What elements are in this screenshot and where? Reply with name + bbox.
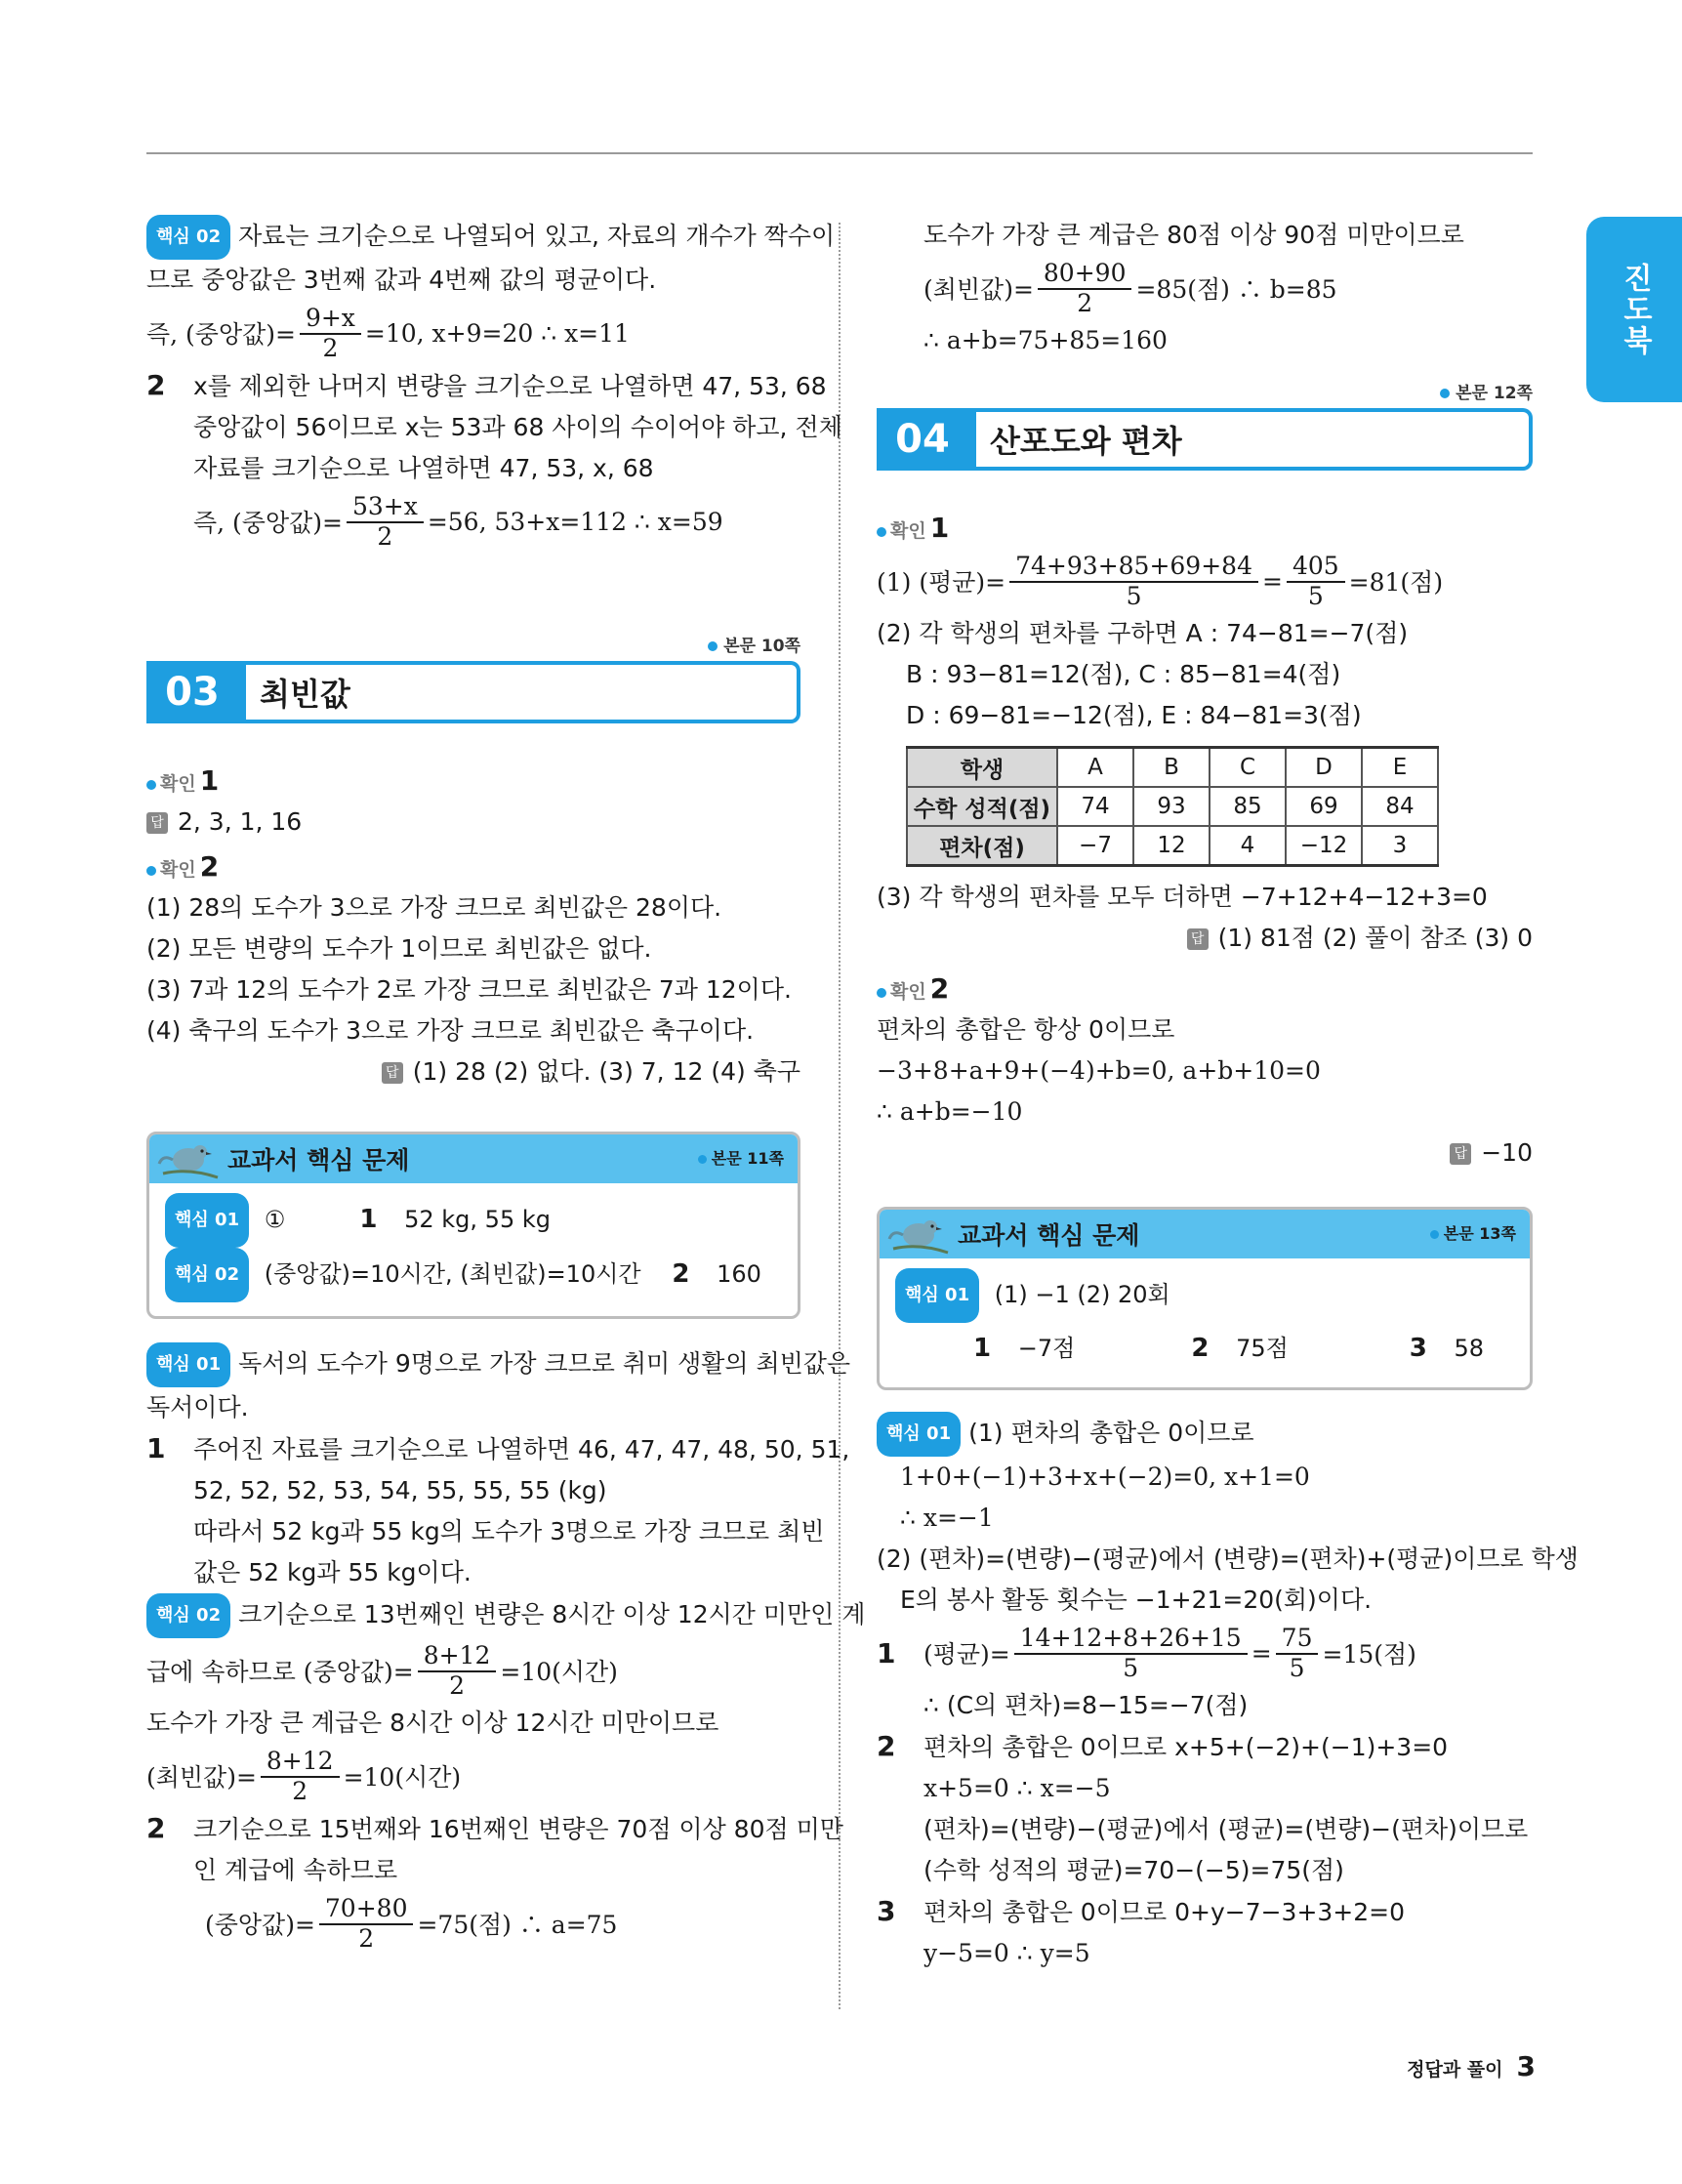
numerator: 8+12 xyxy=(418,1641,497,1672)
bullet-icon xyxy=(877,527,886,537)
check-number: 2 xyxy=(929,972,950,1005)
text: x를 제외한 나머지 변량을 크기순으로 나열하면 47, 53, 68 xyxy=(193,372,827,400)
section-number: 03 xyxy=(146,661,238,723)
core02-line1 xyxy=(146,215,836,260)
ref-text: 본문 12쪽 xyxy=(1456,384,1533,403)
text: 편차의 총합은 0이므로 0+y−7−3+3+2=0 xyxy=(923,1898,1406,1926)
table-cell: A xyxy=(1057,748,1133,788)
table-cell: 수학 성적(점) xyxy=(907,787,1057,826)
section3-ref xyxy=(146,632,800,661)
check1-heading xyxy=(877,504,1533,549)
eq-post: =10(시간) xyxy=(500,1658,618,1686)
check1-line2: (2) 각 학생의 편차를 구하면 A : 74−81=−7(점) xyxy=(877,619,1409,647)
bullet-icon xyxy=(877,988,886,998)
sol2-line2: 인 계급에 속하므로 xyxy=(193,1856,398,1884)
denominator: 5 xyxy=(1289,1654,1305,1682)
table-cell: 84 xyxy=(1362,787,1438,826)
deviation-table xyxy=(906,746,1439,867)
bullet-icon xyxy=(1440,389,1450,398)
problem-number: 2 xyxy=(146,1812,166,1844)
eq-pre: (최빈값)= xyxy=(923,275,1034,304)
eq-pre: (중앙값)= xyxy=(205,1911,315,1939)
fraction xyxy=(418,1641,497,1700)
sol1-equation xyxy=(877,1621,1533,1685)
eq-pre: (최빈값)= xyxy=(146,1763,257,1792)
core-box-body xyxy=(149,1183,798,1316)
core-badge: 핵심 02 xyxy=(146,215,230,260)
q2-line3: 자료를 크기순으로 나열하면 47, 53, x, 68 xyxy=(193,454,654,482)
core-answer: 52 kg, 55 kg xyxy=(404,1206,551,1233)
denominator: 2 xyxy=(322,334,339,362)
sol02-line3: 도수가 가장 큰 계급은 8시간 이상 12시간 미만이므로 xyxy=(146,1709,719,1737)
check2-line2: −3+8+a+9+(−4)+b=0, a+b+10=0 xyxy=(877,1056,1321,1085)
bullet-icon xyxy=(146,866,156,876)
section-number: 04 xyxy=(877,408,968,471)
title-part: 핵심 문제 xyxy=(307,1146,410,1174)
answer-icon: 답 xyxy=(1187,928,1209,950)
core-box-ref xyxy=(1430,1221,1516,1244)
denominator: 2 xyxy=(1077,289,1093,317)
numerator: 74+93+85+69+84 xyxy=(1009,552,1258,583)
numerator: 405 xyxy=(1287,552,1345,583)
page-number: 3 xyxy=(1516,2050,1536,2082)
check-number: 1 xyxy=(199,764,220,797)
core-answer: (중앙값)=10시간, (최빈값)=10시간 xyxy=(264,1260,641,1288)
sol01-line3: ∴ x=−1 xyxy=(900,1504,994,1532)
core-box-body xyxy=(880,1258,1530,1387)
sol01-line1 xyxy=(146,1342,851,1387)
sol1-line2: ∴ (C의 편차)=8−15=−7(점) xyxy=(923,1691,1249,1719)
left-column xyxy=(146,215,866,1956)
answer-icon: 답 xyxy=(1450,1143,1471,1165)
table-cell: −7 xyxy=(1057,826,1133,866)
check2-heading xyxy=(146,843,800,887)
fraction xyxy=(300,304,361,362)
table-row xyxy=(907,748,1438,788)
core-box-title xyxy=(227,1141,409,1176)
core-answer: 58 xyxy=(1454,1335,1485,1362)
sol02-equation2 xyxy=(146,1744,800,1808)
table-cell: 85 xyxy=(1210,787,1286,826)
denominator: 2 xyxy=(377,522,393,551)
text: 크기순으로 13번째인 변량은 8시간 이상 12시간 미만인 계 xyxy=(238,1600,866,1628)
check-number: 2 xyxy=(199,850,220,883)
table-cell: D xyxy=(1286,748,1362,788)
column-divider xyxy=(839,223,841,2009)
core-badge: 핵심 02 xyxy=(146,1593,230,1638)
text: (1) 편차의 총합은 0이므로 xyxy=(968,1419,1254,1447)
bullet-icon xyxy=(1430,1230,1439,1239)
ref-text: 본문 11쪽 xyxy=(711,1149,784,1168)
fraction xyxy=(1287,552,1345,610)
problem-number: 2 xyxy=(1191,1334,1210,1363)
problem-number: 2 xyxy=(877,1730,896,1762)
eq-post: =10(시간) xyxy=(343,1763,462,1792)
problem-number: 3 xyxy=(877,1895,896,1927)
answer-text: 2, 3, 1, 16 xyxy=(178,807,303,836)
check2-line2: (2) 모든 변량의 도수가 1이므로 최빈값은 없다. xyxy=(146,934,652,963)
core-box-title xyxy=(958,1216,1139,1252)
denominator: 5 xyxy=(1123,1654,1139,1682)
sol2-line2: x+5=0 ∴ x=−5 xyxy=(923,1774,1111,1802)
sol2-line1 xyxy=(146,1808,843,1850)
core-badge: 핵심 01 xyxy=(146,1342,230,1387)
table-cell: 93 xyxy=(1133,787,1210,826)
core-badge: 핵심 01 xyxy=(877,1412,961,1457)
core02-line2: 므로 중앙값은 3번째 값과 4번째 값의 평균이다. xyxy=(146,266,657,294)
numerator: 9+x xyxy=(300,304,361,335)
sol01-line4: (2) (편차)=(변량)−(평균)에서 (변량)=(편차)+(평균)이므로 학생 xyxy=(877,1545,1579,1573)
check1-answer xyxy=(146,802,800,843)
section-title: 최빈값 xyxy=(238,661,800,723)
sol2-line4: (수학 성적의 평균)=70−(−5)=75(점) xyxy=(923,1856,1344,1884)
top-line1: 도수가 가장 큰 계급은 80점 이상 90점 미만이므로 xyxy=(923,221,1464,249)
denominator: 2 xyxy=(449,1671,465,1700)
table-cell: C xyxy=(1210,748,1286,788)
denominator: 5 xyxy=(1126,582,1142,610)
title-part: 핵심 문제 xyxy=(1037,1221,1140,1250)
text: 크기순으로 15번째와 16번째인 변량은 70점 이상 80점 미만 xyxy=(193,1815,843,1843)
denominator: 2 xyxy=(358,1924,375,1953)
bullet-icon xyxy=(698,1155,707,1164)
section-title: 산포도와 편차 xyxy=(968,408,1533,471)
top-rule xyxy=(146,152,1533,154)
section3-header xyxy=(146,661,800,723)
core-problems-box xyxy=(146,1132,800,1319)
table-cell: 3 xyxy=(1362,826,1438,866)
numerator: 53+x xyxy=(347,492,424,523)
sol1-line1 xyxy=(146,1428,850,1470)
answer-icon: 답 xyxy=(146,812,168,834)
text: 자료는 크기순으로 나열되어 있고, 자료의 개수가 짝수이 xyxy=(238,222,836,250)
right-column xyxy=(877,215,1579,1974)
check-number: 1 xyxy=(929,512,950,544)
fraction xyxy=(261,1747,340,1805)
side-tab[interactable] xyxy=(1586,217,1682,402)
ref-text: 본문 13쪽 xyxy=(1443,1224,1516,1243)
answer-text: (1) 81점 (2) 풀이 참조 (3) 0 xyxy=(1217,924,1533,952)
sol2-equation xyxy=(146,1891,800,1956)
eq-post: =81(점) xyxy=(1348,568,1444,597)
fraction xyxy=(1276,1624,1319,1682)
problem-number: 1 xyxy=(877,1636,896,1669)
sol02-equation1 xyxy=(146,1638,800,1703)
sol2-line3: (편차)=(변량)−(평균)에서 (평균)=(변량)−(편차)이므로 xyxy=(923,1815,1529,1843)
table-cell: 편차(점) xyxy=(907,826,1057,866)
sol3-line1 xyxy=(877,1891,1533,1933)
problem-number: 1 xyxy=(359,1205,378,1234)
check-label: 확인 xyxy=(890,520,926,542)
sol1-line4: 값은 52 kg과 55 kg이다. xyxy=(193,1558,472,1586)
title-part: 교과서 xyxy=(227,1146,308,1174)
table-row xyxy=(907,787,1438,826)
fraction xyxy=(1038,259,1132,317)
table-cell: E xyxy=(1362,748,1438,788)
check1-equation xyxy=(877,549,1533,613)
problem-number: 3 xyxy=(1409,1334,1427,1363)
bullet-icon xyxy=(146,780,156,790)
table-cell: −12 xyxy=(1286,826,1362,866)
sol01-line2: 1+0+(−1)+3+x+(−2)=0, x+1=0 xyxy=(900,1463,1310,1491)
text: 주어진 자료를 크기순으로 나열하면 46, 47, 47, 48, 50, 51, xyxy=(193,1435,850,1463)
denominator: 5 xyxy=(1307,582,1324,610)
ref-text: 본문 10쪽 xyxy=(723,637,800,656)
q2-line2: 중앙값이 56이므로 x는 53과 68 사이의 수이어야 하고, 전체 xyxy=(193,413,842,441)
problem-number: 1 xyxy=(973,1334,992,1363)
sol01-line2: 독서이다. xyxy=(146,1393,249,1422)
eq-pre: 즉, (중앙값)= xyxy=(193,509,343,537)
sol02-line1 xyxy=(146,1593,866,1638)
check2-line3: ∴ a+b=−10 xyxy=(877,1097,1023,1126)
eq-pre: (1) (평균)= xyxy=(877,568,1006,597)
check-label: 확인 xyxy=(160,773,196,795)
eq-post: =10, x+9=20 ∴ x=11 xyxy=(364,318,630,348)
check2-line4: (4) 축구의 도수가 3으로 가장 크므로 최빈값은 축구이다. xyxy=(146,1016,755,1045)
text: 편차의 총합은 0이므로 x+5+(−2)+(−1)+3=0 xyxy=(923,1733,1449,1761)
eq-post: =75(점) ∴ a=75 xyxy=(417,1911,618,1939)
core-answer: 75점 xyxy=(1236,1335,1289,1362)
table-cell: 69 xyxy=(1286,787,1362,826)
check2-heading xyxy=(877,965,1533,1010)
footer-label: 정답과 풀이 xyxy=(1407,2059,1503,2081)
core-answer: 160 xyxy=(717,1260,761,1288)
check-label: 확인 xyxy=(160,859,196,881)
sol01-line1 xyxy=(877,1412,1533,1457)
core-badge: 핵심 01 xyxy=(165,1193,249,1248)
core-problems-box xyxy=(877,1207,1533,1390)
problem-number: 2 xyxy=(672,1259,690,1289)
q2-line1 xyxy=(146,365,827,407)
table-cell: 4 xyxy=(1210,826,1286,866)
top-equation xyxy=(877,256,1533,320)
check-label: 확인 xyxy=(890,981,926,1003)
section4-ref xyxy=(877,379,1533,408)
fraction xyxy=(1014,1624,1248,1682)
core-box-header xyxy=(149,1134,798,1183)
numerator: 75 xyxy=(1276,1624,1319,1655)
bird-icon xyxy=(149,1134,227,1183)
core02-equation xyxy=(146,301,800,365)
eq-pre: 즉, (중앙값)= xyxy=(146,320,296,349)
fraction xyxy=(319,1894,414,1953)
table-row xyxy=(907,826,1438,866)
numerator: 14+12+8+26+15 xyxy=(1014,1624,1248,1655)
sol1-line2: 52, 52, 52, 53, 54, 55, 55, 55 (kg) xyxy=(193,1476,607,1504)
title-part: 교과서 xyxy=(958,1221,1038,1250)
bird-icon xyxy=(880,1210,958,1258)
check2-line3: (3) 7과 12의 도수가 2로 가장 크므로 최빈값은 7과 12이다. xyxy=(146,975,792,1004)
problem-number: 1 xyxy=(146,1432,166,1464)
eq-pre: (평균)= xyxy=(923,1640,1010,1669)
check2-line1: 편차의 총합은 항상 0이므로 xyxy=(877,1015,1175,1044)
check2-line1: (1) 28의 도수가 3으로 가장 크므로 최빈값은 28이다. xyxy=(146,893,722,922)
eq-mid: = xyxy=(1261,566,1283,596)
side-tab-label: 진도북 xyxy=(1618,263,1652,356)
core-row-1 xyxy=(895,1268,1514,1323)
problem-number: 2 xyxy=(146,369,166,401)
check2-answer xyxy=(146,1051,800,1092)
core-box-ref xyxy=(698,1146,784,1169)
fraction xyxy=(347,492,424,551)
check1-line5: (3) 각 학생의 편차를 모두 더하면 −7+12+4−12+3=0 xyxy=(877,883,1488,911)
section4-header xyxy=(877,408,1533,471)
check1-line4: D : 69−81=−12(점), E : 84−81=3(점) xyxy=(906,701,1362,729)
core-answer: ① xyxy=(264,1206,286,1233)
table-cell: 74 xyxy=(1057,787,1133,826)
sol2-line1 xyxy=(877,1726,1533,1768)
eq-mid: = xyxy=(1251,1638,1272,1668)
denominator: 2 xyxy=(292,1777,308,1805)
check1-line3: B : 93−81=12(점), C : 85−81=4(점) xyxy=(906,660,1341,688)
answer-icon: 답 xyxy=(382,1062,403,1084)
eq-post: =15(점) xyxy=(1322,1640,1416,1669)
core-row-2 xyxy=(895,1323,1514,1374)
page-footer xyxy=(1407,2050,1536,2082)
sol1-line3: 따라서 52 kg과 55 kg의 도수가 3명으로 가장 크므로 최빈 xyxy=(193,1517,825,1545)
top-line3: ∴ a+b=75+85=160 xyxy=(923,326,1168,354)
sol01-line5: E의 봉사 활동 횟수는 −1+21=20(회)이다. xyxy=(900,1586,1373,1614)
fraction xyxy=(1009,552,1258,610)
numerator: 8+12 xyxy=(261,1747,340,1778)
core-row-1 xyxy=(165,1193,782,1248)
sol3-line2: y−5=0 ∴ y=5 xyxy=(923,1939,1090,1967)
check1-answer xyxy=(877,918,1533,959)
eq-post: =56, 53+x=112 ∴ x=59 xyxy=(427,507,723,536)
q2-equation xyxy=(146,489,800,554)
numerator: 80+90 xyxy=(1038,259,1132,290)
core-badge: 핵심 01 xyxy=(895,1268,979,1323)
core-answer: (1) −1 (2) 20회 xyxy=(994,1281,1170,1308)
table-cell: B xyxy=(1133,748,1210,788)
core-answer: −7점 xyxy=(1017,1335,1076,1362)
answer-text: (1) 28 (2) 없다. (3) 7, 12 (4) 축구 xyxy=(412,1057,800,1086)
bullet-icon xyxy=(708,641,718,651)
table-cell: 12 xyxy=(1133,826,1210,866)
check2-answer xyxy=(877,1133,1533,1174)
core-badge: 핵심 02 xyxy=(165,1248,249,1302)
check1-heading xyxy=(146,757,800,802)
table-cell: 학생 xyxy=(907,748,1057,788)
answer-text: −10 xyxy=(1481,1138,1533,1167)
core-row-2 xyxy=(165,1248,782,1302)
numerator: 70+80 xyxy=(319,1894,414,1925)
text: 독서의 도수가 9명으로 가장 크므로 취미 생활의 최빈값은 xyxy=(238,1349,851,1378)
core-box-header xyxy=(880,1210,1530,1258)
eq-post: =85(점) ∴ b=85 xyxy=(1135,275,1337,304)
eq-pre: 급에 속하므로 (중앙값)= xyxy=(146,1658,414,1686)
